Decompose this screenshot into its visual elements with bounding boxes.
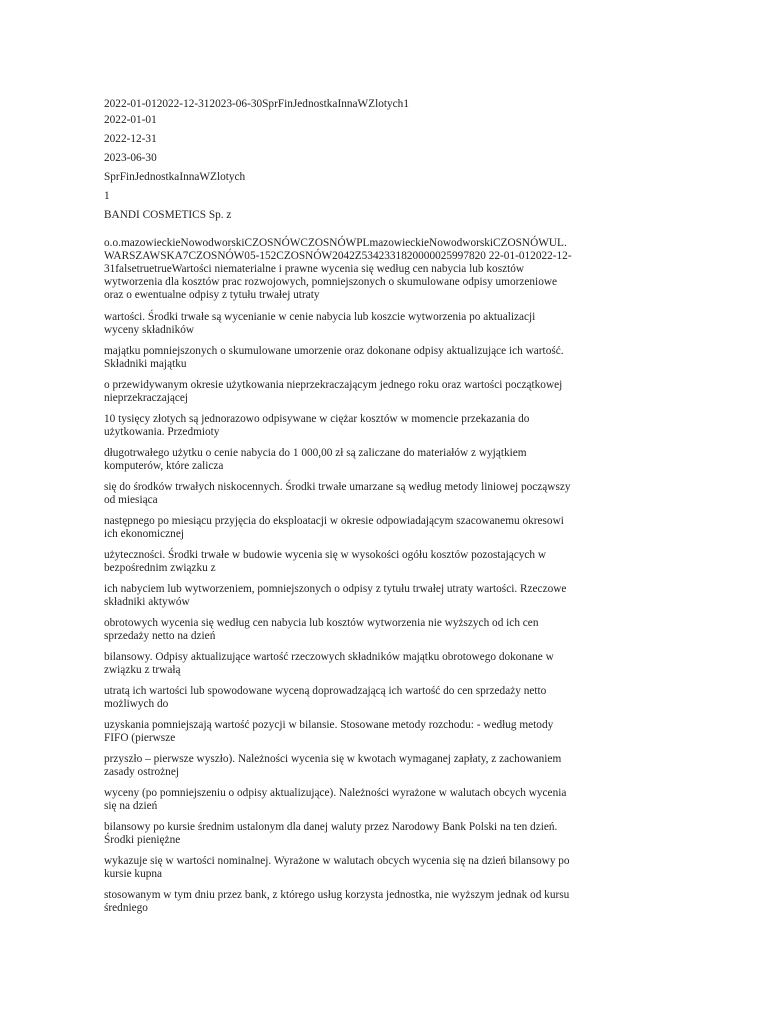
policy-text <box>104 237 574 915</box>
date-prepared: 2023-06-30 <box>104 152 157 164</box>
company-name: BANDI COSMETICS Sp. z <box>104 209 232 221</box>
paragraph-line: sprzedaży netto na dzień <box>104 630 216 642</box>
paragraph-line: ich ekonomicznej <box>104 528 184 540</box>
paragraph-line: WARSZAWSKA7CZOSNÓW05-152CZOSNÓW2042Z5342331820000025997820 22-01-012022-12- <box>104 250 572 262</box>
paragraph-line: stosowanym w tym dniu przez bank, z którego usług korzysta jednostka, nie wyższym jednak od kursu <box>104 889 570 901</box>
paragraph <box>104 685 574 711</box>
paragraph <box>104 345 574 371</box>
paragraph <box>104 549 574 575</box>
paragraph-line: związku z trwałą <box>104 664 181 676</box>
paragraph-line: użyteczności. Środki trwałe w budowie wycenia się w wysokości ogółu kosztów pozostających w <box>104 549 547 561</box>
paragraph-line: następnego po miesiącu przyjęcia do eksploatacji w okresie odpowiadającym szacowanemu okresowi <box>104 515 564 527</box>
paragraph-line: wyceny (po pomniejszeniu o odpisy aktualizujące). Należności wyrażone w walutach obcych wycenia <box>104 787 567 799</box>
document-body <box>104 98 574 923</box>
date-end: 2022-12-31 <box>104 133 157 145</box>
paragraph-line: Środki pieniężne <box>104 834 181 846</box>
paragraph <box>104 889 574 915</box>
paragraph-line: bilansowy po kursie średnim ustalonym dla danej waluty przez Narodowy Bank Polski na ten dzień. <box>104 821 558 833</box>
paragraph-line: Składniki majątku <box>104 358 187 370</box>
paragraph-line: od miesiąca <box>104 494 158 506</box>
paragraph <box>104 379 574 405</box>
paragraph-line: nieprzekraczającej <box>104 392 189 404</box>
paragraph <box>104 311 574 337</box>
paragraph <box>104 583 574 609</box>
paragraph-line: długotrwałego użytku o cenie nabycia do 1 000,00 zł są zaliczane do materiałów z wyjątkiem <box>104 447 527 459</box>
paragraph <box>104 617 574 643</box>
paragraph-line: średniego <box>104 902 148 914</box>
paragraph-line: wykazuje się w wartości nominalnej. Wyrażone w walutach obcych wycenia się na dzień bilansowy po <box>104 855 570 867</box>
paragraph-line: użytkowania. Przedmioty <box>104 426 220 438</box>
paragraph-line: 10 tysięcy złotych są jednorazowo odpisywane w ciężar kosztów w momencie przekazania do <box>104 413 530 425</box>
paragraph-line: bilansowy. Odpisy aktualizujące wartość rzeczowych składników majątku obrotowego dokonane w <box>104 651 554 663</box>
paragraph <box>104 447 574 473</box>
paragraph-line: przyszło – pierwsze wyszło). Należności wycenia się w kwotach wymaganej zapłaty, z zachowaniem <box>104 753 562 765</box>
paragraph <box>104 855 574 881</box>
paragraph-line: utratą ich wartości lub spowodowane wyceną doprowadzającą ich wartość do cen sprzedaży netto <box>104 685 547 697</box>
paragraph-line: oraz o ewentualne odpisy z tytułu trwałej utraty <box>104 289 320 301</box>
paragraph-line: się do środków trwałych niskocennych. Środki trwałe umarzane są według metody liniowej począwszy <box>104 481 571 493</box>
paragraph-line: zasady ostrożnej <box>104 766 179 778</box>
paragraph <box>104 237 574 302</box>
paragraph-line: uzyskania pomniejszają wartość pozycji w bilansie. Stosowane metody rozchodu: - według metody <box>104 719 554 731</box>
header-combined: 2022-01-012022-12-312023-06-30SprFinJednostkaInnaWZlotych1 <box>104 98 409 110</box>
paragraph-line: o przewidywanym okresie użytkowania nieprzekraczającym jednego roku oraz wartości początkowej <box>104 379 563 391</box>
paragraph <box>104 481 574 507</box>
paragraph-line: wytworzenia dla kosztów prac rozwojowych, pomniejszonych o skumulowane odpisy umorzeniowe <box>104 276 558 288</box>
paragraph <box>104 515 574 541</box>
paragraph-line: ich nabyciem lub wytworzeniem, pomniejszonych o odpisy z tytułu trwałej utraty wartości. Rzeczowe <box>104 583 567 595</box>
form-name: SprFinJednostkaInnaWZlotych <box>104 171 246 183</box>
paragraph-line: komputerów, które zalicza <box>104 460 224 472</box>
date-start: 2022-01-01 <box>104 114 157 126</box>
paragraph <box>104 413 574 439</box>
form-number: 1 <box>104 190 110 202</box>
paragraph-line: możliwych do <box>104 698 169 710</box>
paragraph-line: obrotowych wycenia się według cen nabycia lub kosztów wytworzenia nie wyższych od ich cen <box>104 617 539 629</box>
paragraph-line: wartości. Środki trwałe są wycenianie w cenie nabycia lub koszcie wytworzenia po aktualizacji <box>104 311 536 323</box>
paragraph <box>104 651 574 677</box>
paragraph <box>104 787 574 813</box>
paragraph <box>104 753 574 779</box>
paragraph-line: majątku pomniejszonych o skumulowane umorzenie oraz dokonane odpisy aktualizujące ich wartość. <box>104 345 564 357</box>
paragraph-line: 31falsetruetrueWartości niematerialne i prawne wycenia się według cen nabycia lub kosztów <box>104 263 525 275</box>
paragraph <box>104 821 574 847</box>
paragraph-line: bezpośrednim związku z <box>104 562 216 574</box>
paragraph-line: kursie kupna <box>104 868 163 880</box>
paragraph-line: składniki aktywów <box>104 596 190 608</box>
paragraph <box>104 719 574 745</box>
paragraph-line: się na dzień <box>104 800 158 812</box>
paragraph-line: FIFO (pierwsze <box>104 732 176 744</box>
paragraph-line: wyceny składników <box>104 324 195 336</box>
paragraph-line: o.o.mazowieckieNowodworskiCZOSNÓWCZOSNÓWPLmazowieckieNowodworskiCZOSNÓWUL. <box>104 237 567 249</box>
